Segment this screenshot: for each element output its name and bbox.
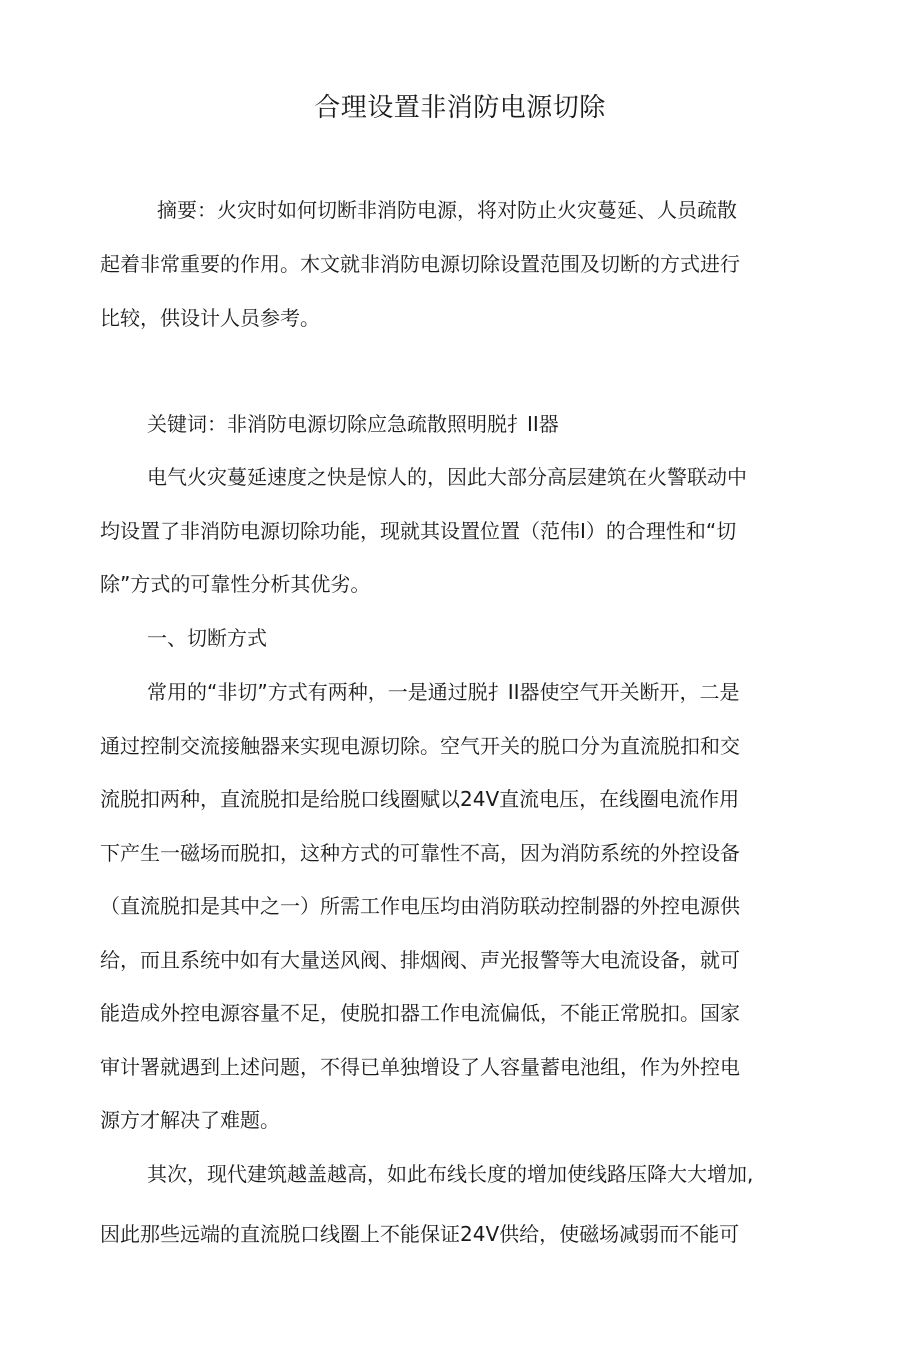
body-line: 流脱扣两种，直流脱扣是给脱口线圈赋以24V直流电压，在线圈电流作用 [100,787,740,811]
section-heading: 一、切断方式 [147,626,267,650]
body-line: 常用的“非切”方式有两种，一是通过脱扌II器使空气开关断开，二是 [147,680,740,704]
body-line: 源方才解决了难题。 [100,1108,280,1132]
body-line: 电气火灾蔓延速度之快是惊人的，因此大部分高层建筑在火警联动中 [147,465,747,489]
body-line: 除”方式的可靠性分析其优劣。 [100,572,371,596]
abstract-line-3: 比较，供设计人员参考。 [100,306,320,330]
body-line: 审计署就遇到上述问题，不得已单独增设了人容量蓄电池组，作为外控电 [100,1055,740,1079]
keywords-line: 关键词：非消防电源切除应急疏散照明脱扌II器 [147,412,559,436]
document-title: 合理设置非消防电源切除 [314,93,606,123]
body-line: 通过控制交流接触器来实现电源切除。空气开关的脱口分为直流脱扣和交 [100,734,740,758]
body-line: 均设置了非消防电源切除功能，现就其设置位置（范伟I）的合理性和“切 [100,519,737,543]
abstract-line-1: 摘要：火灾时如何切断非消防电源，将对防止火灾蔓延、人员疏散 [157,198,737,222]
body-line: 其次，现代建筑越盖越高，如此布线长度的增加使线路压降大大增加, [147,1162,754,1186]
body-line: （直流脱扣是其中之一）所需工作电压均由消防联动控制器的外控电源供 [100,894,740,918]
abstract-line-2: 起着非常重要的作用。木文就非消防电源切除设置范围及切断的方式进行 [100,252,740,276]
body-line: 下产生一磁场而脱扣，这种方式的可靠性不高，因为消防系统的外控设备 [100,841,740,865]
body-line: 给，而且系统中如有大量送风阀、排烟阀、声光报警等大电流设备，就可 [100,948,740,972]
body-line: 能造成外控电源容量不足，使脱扣器工作电流偏低，不能正常脱扣。国家 [100,1001,740,1025]
body-line: 因此那些远端的直流脱口线圈上不能保证24V供给，使磁场减弱而不能可 [100,1222,740,1246]
